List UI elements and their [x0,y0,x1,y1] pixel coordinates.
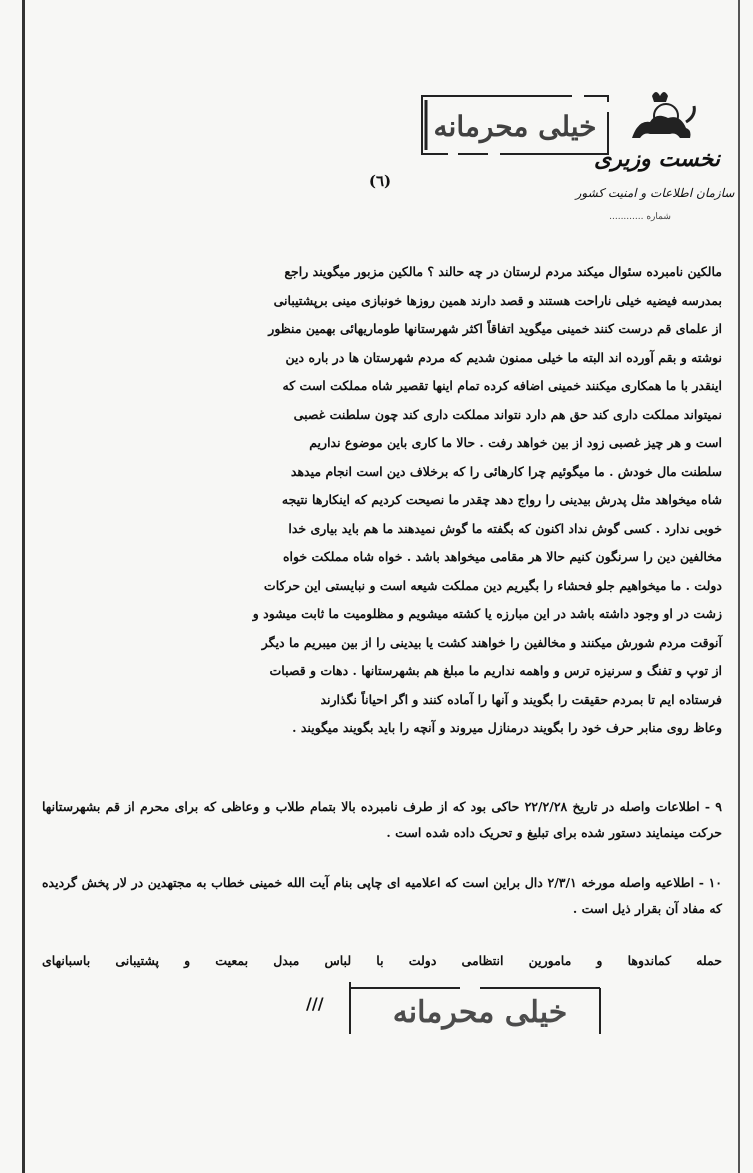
scan-edge-left [22,0,25,1173]
continuation-line: حمله کماندوها و مامورین انتظامی دولت با لباس مبدل بمعیت و پشتیبانی باسبانهای [42,953,722,968]
lion-and-sun-emblem-icon [622,86,702,148]
body-paragraph: مالکین نامبرده سئوال میکند مردم لرستان در چه حالند ؟ مالکین مزبور میگویند راجع بمدرسه فیضیه خیلی ناراحت هستند و قصد دارند همین روزها خونبازی مینی برپشتیبانی از علمای قم درست کنند خمینی میگوید اتفاقاً اکثر شهرستانها طوماریهائی بهمین منظور نوشته و بقم آورده اند البته ما خیلی ممنون شدیم که مردم شهرستان ها در باره دین اینقدر با ما همکاری میکنند خمینی اضافه کرده تمام اینها تقصیر شاه مملکت است که نمیتواند مملکت داری کند حق هم دارد نتواند مملکت داری کند چون سلطنت غصبی است و هر چیز غصبی زود از بین خواهد رفت . حالا ما کاری باین موضوع نداریم سلطنت مال خودش . ما میگوئیم چرا کارهائی را که برخلاف دین است انجام میدهد شاه میخواهد مثل پدرش بیدینی را رواج دهد چقدر ما نصیحت کردیم که اینکارها نتیجه خوبی ندارد . کسی گوش نداد اکنون که بگفته ما گوش نمیدهند ما هم باید بیاری خدا مخالفین دین را سرنگون کنیم حالا هر مقامی میخواهد باشد . خواه شاه مملکت خواه دولت . ما میخواهیم جلو فحشاء را بگیریم دین مملکت شیعه است و نبایستی این حرکات زشت در او وجود داشته باشد در این مبارزه یا کشته میشویم و مظلومیت ما ثابت میشود و آنوقت مردم شورش میکنند و مخالفین را خواهند کشت یا بیدینی را از بین میبریم ما دیگر از توپ و تفنگ و سرنیزه ترس و واهمه نداریم ما مبلغ هم بشهرستانها . دهات و قصبات فرستاده ایم تا بمردم حقیقت را بگویند و آنها را آماده کنند و اگر احیاناً نگذارند وعاظ روی منابر حرف خود را بگویند درمنازل میروند و آنچه را باید بگویند میگویند . [252,264,722,735]
svg-text:خیلی محرمانه: خیلی محرمانه [392,995,568,1030]
org-title: نخست وزیری [594,146,720,172]
org-subtitle: سازمان اطلاعات و امنیت کشور [575,186,735,200]
list-item-9: ٩ - اطلاعات واصله در تاریخ ٢٢/٢/٢٨ حاکی بود که از طرف نامبرده بالا بتمام طلاب و وعاظی که برای محرم از قم بشهرستانها حرکت مینمایند دستور شده برای تبلیغ و تحریک داده شده است . [42,799,723,840]
footer-mark: /// [306,994,324,1013]
page-number: (٦) [368,172,392,190]
org-reference-number: شماره ............ [609,212,671,222]
scan-edge-right [738,0,740,1173]
classification-stamp-footer [330,978,610,1038]
list-item-10: ١٠ - اطلاعیه واصله مورخه ٢/٣/١ دال براین است که اعلامیه ای چاپی بنام آیت الله خمینی خطاب به مجتهدین در لار پخش گردیده که مفاد آن بقرار ذیل است . [42,875,722,916]
svg-text:خیلی محرمانه: خیلی محرمانه [433,110,597,143]
